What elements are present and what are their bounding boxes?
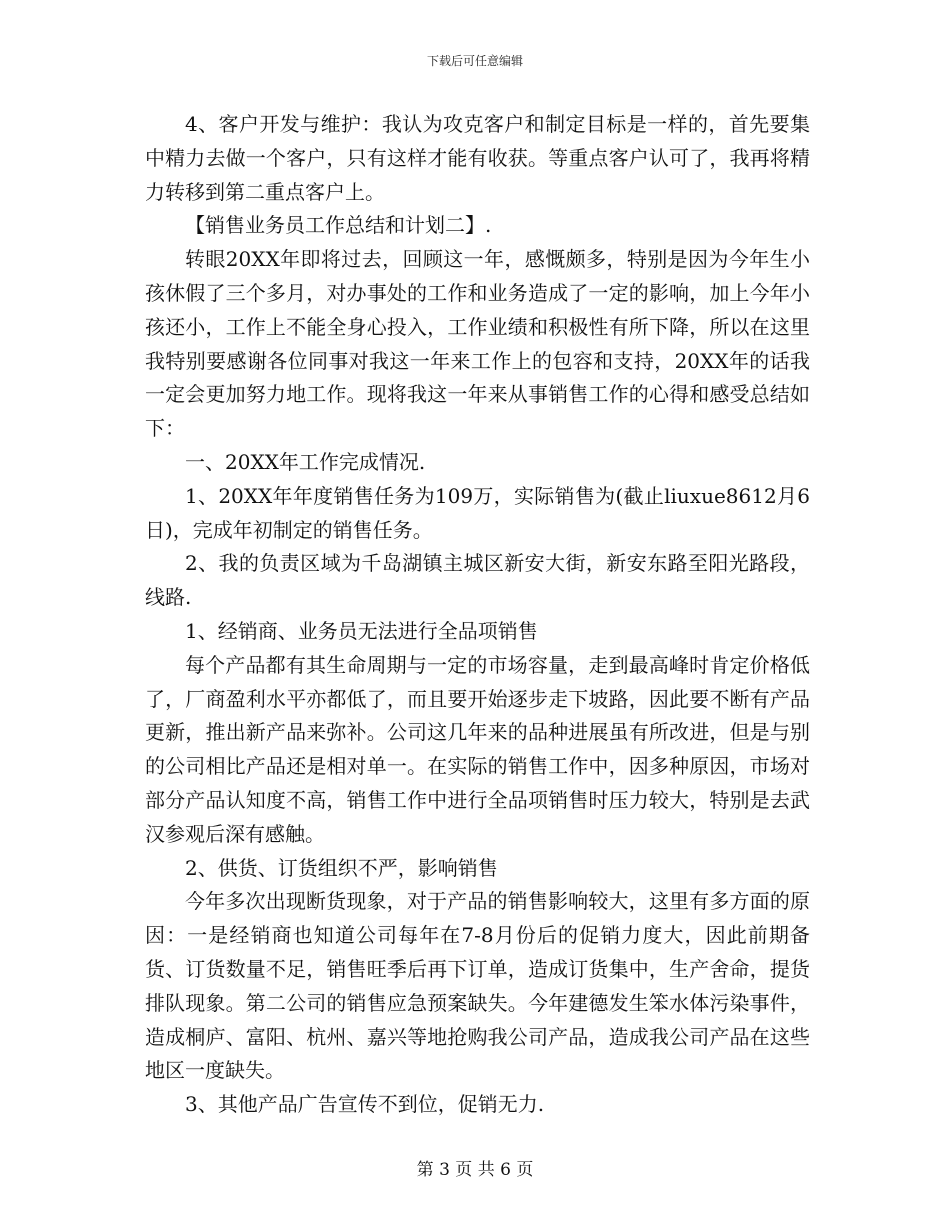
paragraph-stock-shortage: 今年多次出现断货现象，对于产品的销售影响较大，这里有多方面的原因：一是经销商也知道公司每年在7-8月份后的促销力度大，因此前期备货、订货数量不足，销售旺季后再下订单，造成订货集中，生产舍命，提货排队现象。第二公司的销售应急预案缺失。今年建德发生笨水体污染事件，造成桐庐、富阳、杭州、嘉兴等地抢购我公司产品，造成我公司产品在这些地区一度缺失。 [145, 889, 810, 1083]
page-number: 第 3 页 共 6 页 [416, 1160, 534, 1180]
paragraph-sales-task: 1、20XX年年度销售任务为109万，实际销售为(截止liuxue8612月6日)，完成年初制定的销售任务。 [145, 483, 810, 542]
section-heading-plan-two: 【销售业务员工作总结和计划二】. [185, 213, 492, 238]
heading-supply-ordering: 2、供货、订货组织不严，影响销售 [185, 855, 498, 880]
heading-work-completion: 一、20XX年工作完成情况. [185, 449, 426, 474]
page-header: 下载后可任意编辑 [426, 54, 523, 68]
paragraph-customer-development: 4、客户开发与维护：我认为攻克客户和制定目标是一样的，首先要集中精力去做一个客户，只有这样才能有收获。等重点客户认可了，我再将精力转移到第二重点客户上。 [145, 112, 810, 204]
paragraph-product-lifecycle: 每个产品都有其生命周期与一定的市场容量，走到最高峰时肯定价格低了，厂商盈利水平亦都低了，而且要开始逐步走下坡路，因此要不断有产品更新，推出新产品来弥补。公司这几年来的品种进展虽有所改进，但是与别的公司相比产品还是相对单一。在实际的销售工作中，因多种原因，市场对部分产品认知度不高，销售工作中进行全品项销售时压力较大，特别是去武汉参观后深有感触。 [145, 652, 810, 846]
heading-advertising: 3、其他产品广告宣传不到位，促销无力. [185, 1092, 545, 1117]
heading-full-range-sales: 1、经销商、业务员无法进行全品项销售 [185, 618, 538, 643]
document-body [145, 108, 810, 1122]
paragraph-year-review: 转眼20XX年即将过去，回顾这一年，感慨颇多，特别是因为今年生小孩休假了三个多月，对办事处的工作和业务造成了一定的影响，加上今年小孩还小，工作上不能全身心投入，工作业绩和积极性有所下降，所以在这里我特别要感谢各位同事对我这一年来工作上的包容和支持，20XX年的话我一定会更加努力地工作。现将我这一年来从事销售工作的心得和感受总结如下： [145, 247, 810, 441]
paragraph-responsible-area: 2、我的负责区域为千岛湖镇主城区新安大街，新安东路至阳光路段，线路. [145, 551, 810, 610]
